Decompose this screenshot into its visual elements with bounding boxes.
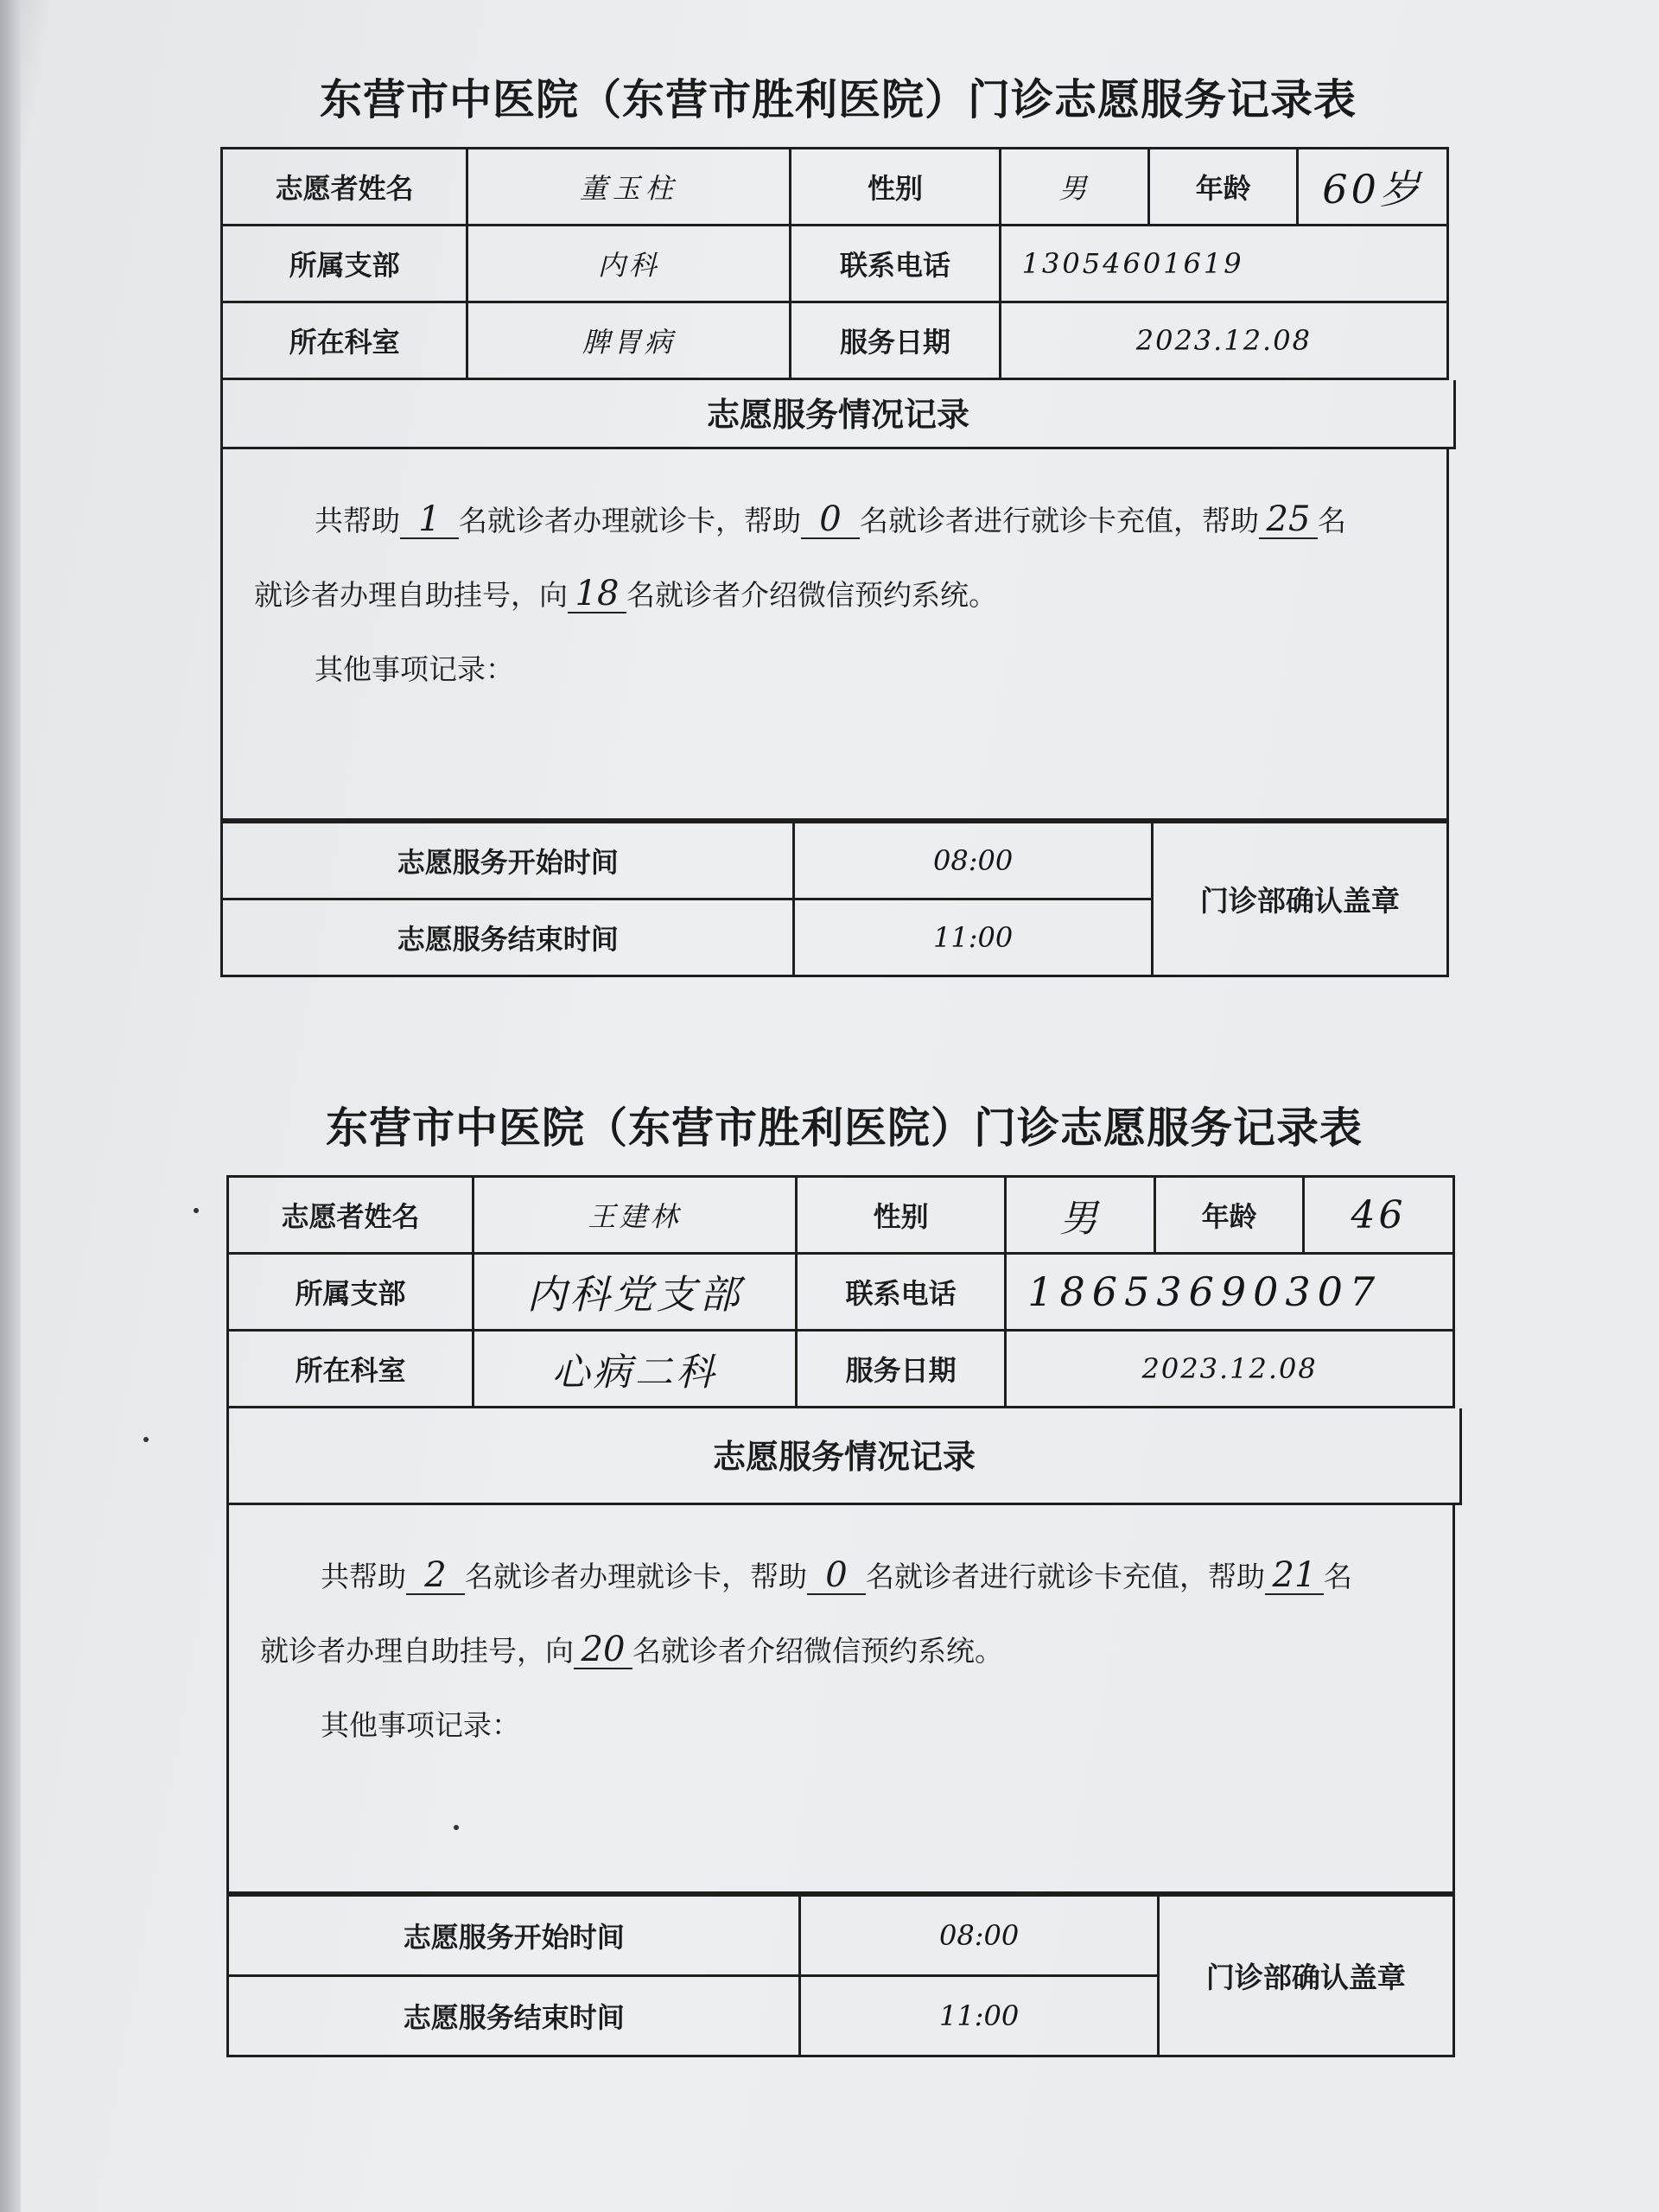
ink-dot xyxy=(143,1437,149,1442)
wechat-count-blank: 20 xyxy=(574,1631,632,1669)
record-line-2: 就诊者办理自助挂号，向 20 名就诊者介绍微信预约系统。 xyxy=(260,1630,1003,1669)
volunteer-info-table xyxy=(220,147,1449,380)
department-value: 心病二科 xyxy=(474,1331,797,1408)
date-label: 服务日期 xyxy=(791,302,1000,379)
end-time-value: 11:00 xyxy=(800,1976,1158,2056)
section-header: 志愿服务情况记录 xyxy=(220,380,1456,449)
record-line-1: 共帮助 2 名就诊者办理就诊卡，帮助 0 名就诊者进行就诊卡充值，帮助 21 名 xyxy=(321,1555,1352,1595)
branch-label: 所属支部 xyxy=(228,1254,474,1331)
volunteer-info-table xyxy=(226,1175,1455,1408)
age-value: 46 xyxy=(1304,1177,1454,1254)
end-time-value: 11:00 xyxy=(794,899,1152,976)
branch-label: 所属支部 xyxy=(222,226,467,302)
record-block xyxy=(220,449,1449,821)
start-time-value: 08:00 xyxy=(800,1896,1158,1976)
register-count-blank: 21 xyxy=(1265,1557,1324,1595)
age-value: 60岁 xyxy=(1298,149,1448,226)
volunteer-record-form-2 xyxy=(226,1080,1462,2057)
card-count-blank: 2 xyxy=(406,1557,465,1595)
date-label: 服务日期 xyxy=(797,1331,1006,1408)
service-time-table xyxy=(220,821,1449,977)
start-time-label: 志愿服务开始时间 xyxy=(222,823,794,899)
other-notes-label: 其他事项记录： xyxy=(315,652,514,686)
ink-dot xyxy=(454,1825,459,1830)
gender-value: 男 xyxy=(1006,1177,1155,1254)
register-count-blank: 25 xyxy=(1259,501,1318,539)
gender-label: 性别 xyxy=(791,149,1000,226)
recharge-count-blank: 0 xyxy=(801,501,860,539)
phone-label: 联系电话 xyxy=(797,1254,1006,1331)
section-header: 志愿服务情况记录 xyxy=(226,1408,1462,1505)
phone-value: 18653690307 xyxy=(1006,1254,1454,1331)
recharge-count-blank: 0 xyxy=(807,1557,866,1595)
phone-label: 联系电话 xyxy=(791,226,1000,302)
record-line-1: 共帮助 1 名就诊者办理就诊卡，帮助 0 名就诊者进行就诊卡充值，帮助 25 名 xyxy=(315,499,1346,539)
phone-value: 13054601619 xyxy=(1000,226,1447,302)
start-time-label: 志愿服务开始时间 xyxy=(228,1896,800,1976)
gender-value: 男 xyxy=(1000,149,1149,226)
branch-value: 内科党支部 xyxy=(474,1254,797,1331)
date-value: 2023.12.08 xyxy=(1006,1331,1454,1408)
department-label: 所在科室 xyxy=(228,1331,474,1408)
name-label: 志愿者姓名 xyxy=(228,1177,474,1254)
end-time-label: 志愿服务结束时间 xyxy=(222,899,794,976)
department-value: 脾胃病 xyxy=(467,302,791,379)
age-label: 年龄 xyxy=(1149,149,1298,226)
volunteer-record-form-1 xyxy=(220,52,1456,977)
gender-label: 性别 xyxy=(797,1177,1006,1254)
form-title: 东营市中医院（东营市胜利医院）门诊志愿服务记录表 xyxy=(319,74,1357,124)
wechat-count-blank: 18 xyxy=(568,575,626,613)
date-value: 2023.12.08 xyxy=(1000,302,1447,379)
name-value: 董玉柱 xyxy=(467,149,791,226)
end-time-label: 志愿服务结束时间 xyxy=(228,1976,800,2056)
seal-confirmation-cell: 门诊部确认盖章 xyxy=(1152,823,1447,976)
branch-value: 内科 xyxy=(467,226,791,302)
department-label: 所在科室 xyxy=(222,302,467,379)
start-time-value: 08:00 xyxy=(794,823,1152,899)
service-time-table xyxy=(226,1894,1455,2057)
name-label: 志愿者姓名 xyxy=(222,149,467,226)
record-block xyxy=(226,1505,1455,1894)
age-label: 年龄 xyxy=(1155,1177,1304,1254)
ink-dot xyxy=(194,1208,199,1213)
seal-confirmation-cell: 门诊部确认盖章 xyxy=(1158,1896,1453,2056)
record-line-2: 就诊者办理自助挂号，向 18 名就诊者介绍微信预约系统。 xyxy=(254,574,997,613)
card-count-blank: 1 xyxy=(400,501,459,539)
other-notes-label: 其他事项记录： xyxy=(321,1708,520,1742)
form-title: 东营市中医院（东营市胜利医院）门诊志愿服务记录表 xyxy=(325,1103,1363,1153)
name-value: 王建林 xyxy=(474,1177,797,1254)
paper-edge-shadow xyxy=(0,0,21,2212)
